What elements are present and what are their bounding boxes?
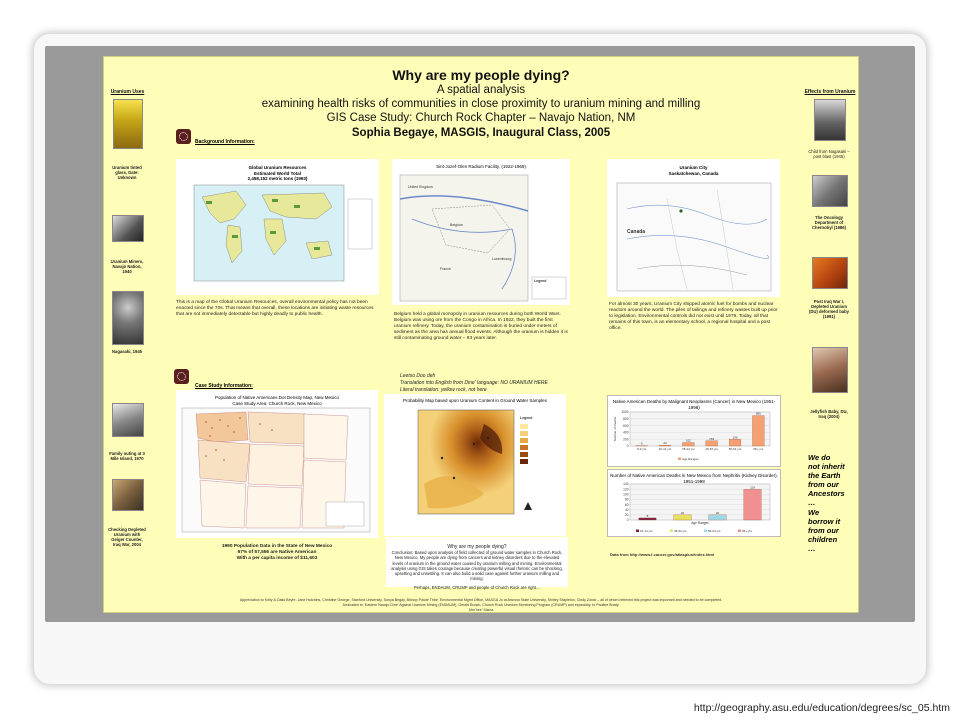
y-tick-label: 0 bbox=[626, 518, 629, 523]
quote-line: from our bbox=[808, 479, 839, 489]
translation-line: Leetso Doo deh bbox=[400, 373, 436, 379]
quote-line: from our bbox=[808, 525, 839, 535]
map2-label: Luxembourg bbox=[492, 257, 512, 261]
bar bbox=[729, 439, 741, 446]
map1-caption: This is a map of the Global Uranium Resources, overall environmental policy has not been enacted since the 70s. That means that overall, these locations are initiating waste resources that are not immediately detectable but highly deadly to public health. bbox=[176, 299, 374, 317]
uranium-glass-photo bbox=[113, 99, 143, 149]
map4-title-line: Case Study Area: Church Rock, New Mexico bbox=[232, 400, 322, 406]
quote-line: We do bbox=[808, 452, 831, 462]
left-caption-4: Family outing at 3 Mile Island, 1970 bbox=[109, 451, 145, 462]
map2-legend: Legend bbox=[534, 279, 547, 283]
right-caption-2: The Oncology Department of Chernobyl (1986) bbox=[812, 215, 846, 231]
legend-swatch bbox=[636, 530, 639, 533]
uranium-city-map bbox=[607, 159, 780, 297]
acknowledgement: Appreciation to Kelly & Dalia Beyre, Jane Hutchins, Christine George, Stanford University, Sonya Begay, Bishop Paiute Tribe, Environmental Mgmt Office, MASGA Jo at Arizona State University, Shirley Stapleton, Cindy Zonar – all of whom believed this project was important and needed to be completed. bbox=[239, 597, 723, 602]
quote-line: borrow it bbox=[808, 516, 841, 526]
y-tick-label: 0 bbox=[626, 444, 629, 449]
nagasaki-child-photo bbox=[814, 99, 846, 141]
map2-label: France bbox=[440, 267, 451, 271]
nagasaki-photo bbox=[112, 291, 144, 345]
right-caption-4: Jellyfish Baby, DU, Iraq (2004) bbox=[810, 409, 848, 420]
map2-label: United Kingdom bbox=[408, 185, 433, 189]
case-study-section-icon bbox=[174, 369, 189, 384]
background-heading: Background Information: bbox=[195, 139, 255, 145]
legend-label: Age Ranges bbox=[682, 457, 699, 461]
source-url-link[interactable]: http://geography.asu.edu/education/degrees/sc_05.htm bbox=[693, 702, 950, 714]
dedication: Dedicated to: Eastern Navajo Dine' Against Uranium Mining (ENDAUM), Gerald Brown, Church Rock Uranium Monitoring Program (CRUMP) and especially, to Pauline Brady. bbox=[342, 602, 620, 607]
map3-label: Canada bbox=[627, 229, 646, 235]
poster bbox=[103, 56, 859, 613]
data-source: Data from http://www.f.cancer.gov/atlasplus/index.html bbox=[610, 552, 715, 557]
right-sidebar-heading: Effects from Uranium bbox=[804, 89, 856, 95]
y-tick-label: 80 bbox=[624, 497, 629, 502]
bar bbox=[753, 416, 765, 446]
map4-caption-line: With a per capita income of $11,603 bbox=[236, 555, 318, 561]
map2-title: Sint-Jozef-Olen Radium Facility, (1922-1969) bbox=[436, 164, 526, 169]
bar bbox=[659, 445, 671, 446]
subtitle-line-2: examining health risks of communities in close proximity to uranium mining and milling bbox=[261, 98, 701, 110]
x-tick-label: 10-14 yrs bbox=[658, 447, 672, 451]
canada-map-graphic bbox=[607, 159, 780, 297]
y-tick-label: 40 bbox=[624, 507, 629, 512]
left-sidebar-heading: Uranium Uses bbox=[110, 89, 145, 95]
right-caption-1: Child from Nagasaki – post blast (1945) bbox=[808, 149, 850, 160]
bar bbox=[709, 515, 727, 520]
data-label: 153 bbox=[709, 436, 715, 441]
x-axis-label: Age Ranges bbox=[691, 521, 709, 525]
legend-label: 55-64 yrs bbox=[708, 529, 721, 533]
map4-caption-line: 1990 Population Data in the State of New Mexico bbox=[221, 543, 333, 549]
y-tick-label: 200 bbox=[623, 437, 629, 442]
left-caption-1: Uranium tinted glass, Date: Unknown bbox=[112, 165, 142, 181]
data-label: 102 bbox=[685, 438, 691, 443]
cancer-chart-svg bbox=[608, 396, 780, 466]
conclusion-box bbox=[386, 537, 568, 591]
uranium-miners-photo bbox=[112, 215, 144, 242]
map2-caption: Belgium held a global monopoly in uranium resources during both World Wars. Belgium was using ore from the Congo in Africa. In 1922, they built the first uranium refinery. Today, the uranium contamination is buried under meters of sediment as the area has annual flood events. Although the uranium is hidden it is still contaminating ground water – 83 years later. bbox=[394, 311, 568, 341]
map1-title-line: Estimated World Total bbox=[253, 170, 302, 176]
probability-map bbox=[384, 394, 566, 536]
x-tick-label: 5-9 yrs bbox=[637, 447, 647, 451]
map5-legend: Legend bbox=[520, 416, 533, 420]
data-label: 20 bbox=[680, 510, 685, 515]
legend-swatch bbox=[670, 530, 673, 533]
nephritis-chart bbox=[607, 469, 781, 537]
legend-swatch bbox=[738, 530, 741, 533]
bar bbox=[706, 441, 718, 446]
legend-label: 45-54 yrs bbox=[674, 529, 687, 533]
background-section-icon bbox=[176, 129, 191, 144]
y-tick-label: 600 bbox=[623, 423, 629, 428]
quote-line: … bbox=[808, 543, 816, 553]
map3-title-line: Saskatchewan, Canada bbox=[668, 170, 719, 176]
legend-swatch bbox=[678, 458, 681, 461]
legend-swatch bbox=[704, 530, 707, 533]
data-label: 895 bbox=[755, 411, 761, 416]
y-tick-label: 20 bbox=[624, 513, 629, 518]
y-tick-label: 140 bbox=[623, 482, 629, 487]
left-caption-2: Uranium Miners, Navajo Nation, 1940 bbox=[110, 259, 144, 275]
x-tick-label: 35-44 yrs bbox=[682, 447, 695, 451]
quote-line: children bbox=[808, 534, 838, 544]
left-caption-5: Checking Depleted Uranium with Geiger Counter, Iraq War, 2004 bbox=[108, 527, 146, 548]
quote-line: the Earth bbox=[808, 470, 841, 480]
map3-title-line: Uranium City bbox=[679, 165, 708, 170]
left-caption-3: Nagasaki, 1945 bbox=[111, 349, 143, 355]
bar bbox=[674, 515, 692, 520]
bar bbox=[744, 489, 762, 520]
data-label: 8 bbox=[646, 513, 649, 518]
y-tick-label: 1000 bbox=[621, 410, 629, 415]
x-tick-label: 45-54 yrs bbox=[705, 447, 718, 451]
translation-line: Literal translation: yellow rock, not here bbox=[400, 387, 487, 393]
global-uranium-map bbox=[176, 159, 379, 295]
y-tick-label: 60 bbox=[624, 502, 629, 507]
chernobyl-photo bbox=[812, 175, 848, 207]
y-axis-label: Number of Deaths bbox=[613, 416, 617, 442]
legend-label: 15-14 yrs bbox=[640, 529, 653, 533]
bar bbox=[639, 518, 657, 520]
right-caption-3: Post Iraq War I, Depleted Uranium (DU) deformed baby (1991) bbox=[808, 299, 850, 320]
three-mile-island-photo bbox=[112, 403, 144, 437]
map1-title-line: Global Uranium Resources bbox=[248, 165, 307, 170]
map1-title-line: 2,458,152 metric tons (1993) bbox=[247, 176, 308, 181]
subtitle-line-1: A spatial analysis bbox=[436, 84, 526, 96]
chart2-title: Number of Native American Deaths in New Mexico from Nephritis (Kidney Disorder), 1951-1998 bbox=[610, 473, 778, 484]
data-label: 20 bbox=[715, 510, 720, 515]
map3-caption: For almost 30 years, Uranium City shipped atomic fuel for bombs and nuclear reactors around the world. The piles of tailings and refinery wastes built up prior to legislation. Environmental controls did not exist until 1979. Today, all that remains of this town, is an elementary school, a regional hospital and a post office. bbox=[609, 301, 778, 331]
legend-label: 65+ yrs bbox=[742, 529, 752, 533]
y-tick-label: 400 bbox=[623, 430, 629, 435]
quote-line: Ancestors bbox=[808, 488, 845, 498]
y-tick-label: 100 bbox=[623, 492, 629, 497]
chart1-title: Native American Deaths by Malignant Neoplasms (Cancer) in New Mexico (1951-1998) bbox=[612, 399, 776, 410]
bar bbox=[683, 443, 695, 446]
plot-area bbox=[630, 412, 770, 446]
quote-line: We bbox=[808, 507, 820, 517]
data-label: 119 bbox=[750, 485, 755, 490]
dot-density-map bbox=[176, 390, 378, 538]
world-map-graphic bbox=[176, 159, 379, 295]
map2-label: Belgium bbox=[450, 223, 463, 227]
poster-title: Why are my people dying? bbox=[392, 67, 570, 83]
subtitle-line-3: GIS Case Study: Church Rock Chapter – Navajo Nation, NM bbox=[326, 112, 636, 124]
quote-line: not inherit bbox=[808, 461, 845, 471]
case-study-heading: Case Study Information: bbox=[195, 383, 253, 389]
quote-line: … bbox=[808, 497, 816, 507]
geiger-counter-photo bbox=[112, 479, 144, 511]
data-label: 9 bbox=[640, 441, 643, 446]
translation-line: Translation into English from Dine' language: NO URANIUM HERE bbox=[400, 380, 548, 386]
x-tick-label: 55-64 yrs bbox=[728, 447, 742, 451]
y-tick-label: 800 bbox=[623, 417, 629, 421]
nephritis-chart-svg bbox=[608, 470, 780, 536]
nm-county-map bbox=[176, 390, 378, 538]
groundwater-raster bbox=[384, 394, 566, 536]
deformed-baby-photo bbox=[812, 257, 848, 289]
data-label: 196 bbox=[732, 435, 738, 440]
map5-title: Probability Map based upon Uranium Content in Ground Water Samples bbox=[403, 398, 547, 403]
map4-title-line: Population of Native Americans Dot Density Map, New Mexico bbox=[214, 395, 340, 400]
conclusion-last: Perhaps, ENDAUM, CRUMP and people of Church Rock are right… bbox=[413, 585, 541, 591]
jellyfish-baby-photo bbox=[812, 347, 848, 393]
belgium-radium-map bbox=[392, 159, 570, 305]
belgium-map-graphic bbox=[392, 159, 570, 305]
conclusion-heading: Why are my people dying? bbox=[447, 544, 507, 550]
poster-author: Sophia Begaye, MASGIS, Inaugural Class, 2005 bbox=[351, 127, 611, 139]
y-tick-label: 120 bbox=[623, 487, 629, 492]
x-tick-label: 65+ yrs bbox=[753, 447, 764, 451]
data-label: 23 bbox=[663, 441, 667, 446]
map4-caption-line: 67% of 57,556 are Native American bbox=[237, 549, 317, 555]
conclusion-text: Conclusion: Based upon analysis of field collected of ground water samples in Church Rock, New Mexico, My people are dying from cancers and kidney disorders due to the elevated levels of uranium in the ground water caused by uranium milling and mining. Environmental analysis using GIS takes courage because creating powerful visual rhetoric can be shocking, upsetting and unsettling. It can also build a solid case against further uranium milling and mining. bbox=[391, 550, 563, 582]
closing: Ahe'hee' Sisma bbox=[468, 607, 494, 612]
cancer-chart bbox=[607, 395, 781, 467]
